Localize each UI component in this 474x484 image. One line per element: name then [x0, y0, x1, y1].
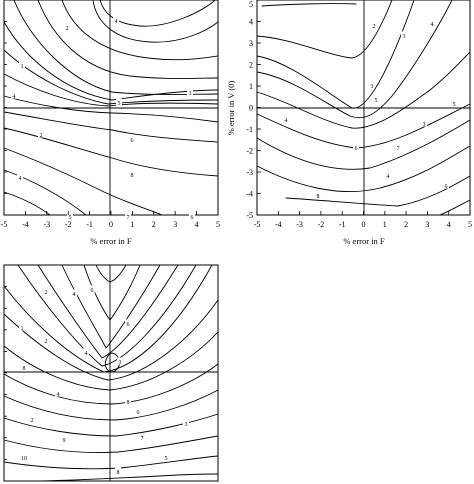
panel-a-contour-line	[4, 22, 218, 100]
contour-level-label: 3	[184, 422, 188, 428]
x-tick-label: 3	[173, 220, 178, 229]
contour-level-label: 1	[20, 64, 24, 70]
panel-a-contour-labels	[11, 17, 195, 222]
panel-c-frame	[4, 265, 218, 481]
contour-level-label: 5	[117, 101, 121, 107]
contour-level-label: 5	[452, 102, 456, 108]
contour-level-label: 6	[190, 215, 194, 221]
contour-level-label: 4	[56, 392, 60, 398]
panel-c-contour-line	[4, 456, 218, 469]
panel-a-frame	[4, 0, 218, 215]
y-tick-label: 3	[249, 39, 253, 48]
contour-level-label: 4	[12, 94, 16, 100]
panel-a-contour-line	[93, 0, 218, 42]
x-tick-label: -5	[253, 220, 261, 229]
panel-b-y-ticks	[246, 0, 261, 220]
x-tick-label: -1	[86, 220, 93, 229]
x-tick-label: 5	[468, 220, 472, 229]
x-tick-label: -3	[296, 220, 303, 229]
contour-level-label: 3	[118, 360, 122, 366]
panel-b	[226, 0, 472, 246]
y-tick-label: -5	[246, 211, 253, 220]
x-tick-label: -3	[43, 220, 51, 229]
panel-b-contour-labels	[283, 20, 457, 201]
contour-level-label: 2	[30, 418, 34, 424]
panel-a-contour-line	[4, 192, 50, 215]
contour-level-label: 8	[116, 470, 120, 476]
x-tick-label: -1	[338, 220, 346, 229]
contour-level-label: 3	[370, 84, 374, 90]
contour-level-label: 2	[39, 133, 43, 139]
panel-b-contour-line	[262, 4, 356, 6]
contour-level-label: 4	[84, 351, 88, 357]
x-tick-label: -5	[0, 220, 8, 229]
x-tick-label: 1	[130, 220, 135, 229]
x-tick-label: -2	[317, 220, 325, 229]
x-tick-label: 5	[216, 220, 220, 229]
contour-level-label: 3	[402, 34, 406, 40]
panel-b-contour-line	[257, 104, 470, 148]
panel-c-contours	[4, 265, 218, 481]
panel-a-contour-line	[4, 50, 218, 104]
panel-b-x-ticks	[254, 211, 472, 229]
x-tick-label: 3	[425, 220, 430, 229]
contour-level-label: 1	[20, 326, 24, 332]
contour-level-label: 7	[126, 215, 130, 221]
contour-level-label: 2	[65, 26, 69, 32]
contour-level-label: 6	[126, 322, 130, 328]
panel-c-contour-line	[4, 436, 218, 453]
panel-a-contour-line	[4, 112, 218, 142]
panel-c-contour-line	[38, 265, 178, 358]
panel-b-contour-line	[257, 0, 414, 108]
y-tick-label: 5	[249, 0, 253, 9]
panel-a-x-axis-label: % error in F	[90, 236, 132, 246]
contour-level-label: 5	[164, 456, 168, 462]
panel-b-contour-line	[257, 0, 452, 118]
contour-level-label: 8	[22, 366, 26, 372]
contour-level-label: 6	[136, 410, 140, 416]
panel-b-contour-line	[286, 176, 470, 206]
panel-b-x-axis-label: % error in F	[343, 236, 385, 246]
y-tick-label: 4	[249, 17, 253, 27]
x-tick-label: -4	[22, 220, 29, 229]
contour-level-label: 6	[90, 288, 94, 294]
y-tick-label: 2	[249, 60, 253, 70]
contour-level-label: 4	[114, 19, 118, 25]
y-tick-label: -4	[246, 189, 253, 199]
panel-c-contour-line	[4, 364, 218, 404]
contour-level-label: 2	[44, 339, 48, 345]
contour-level-label: 7	[396, 146, 400, 152]
contour-level-label: 4	[18, 176, 22, 182]
panel-a	[1, 0, 220, 246]
panel-a-contours	[4, 0, 218, 215]
contour-level-label: 6	[130, 138, 134, 144]
contour-level-label: 3	[422, 122, 426, 128]
y-tick-label: -3	[246, 168, 253, 177]
x-tick-label: 2	[151, 220, 156, 229]
contour-level-label: 4	[72, 292, 76, 298]
panel-b-contours	[257, 0, 470, 215]
x-tick-label: 1	[382, 220, 387, 229]
contour-level-label: 6	[354, 146, 358, 152]
panel-c-contour-line	[40, 474, 218, 481]
panel-c-contour-line	[4, 390, 218, 420]
contour-level-label: 4	[430, 22, 434, 28]
contour-level-label: 10	[21, 456, 27, 462]
panel-b-frame	[257, 0, 470, 215]
contour-level-label: 8	[130, 173, 134, 179]
panel-a-contour-line	[38, 0, 218, 79]
panel-b-y-axis-label: % error in V (0)	[226, 80, 236, 136]
contour-level-label: 8	[126, 400, 130, 406]
contour-level-label: 6	[444, 184, 448, 190]
contour-level-label: 8	[316, 194, 320, 200]
x-tick-label: 2	[404, 220, 409, 229]
panel-c	[4, 265, 218, 481]
panel-a-contour-line	[4, 128, 218, 176]
contour-level-label: 2	[44, 290, 48, 296]
x-tick-label: -2	[64, 220, 72, 229]
x-tick-label: 0	[109, 220, 113, 229]
y-tick-label: -2	[246, 146, 253, 156]
x-tick-label: 4	[194, 220, 199, 229]
contour-level-label: 4	[386, 174, 390, 180]
panel-c-contour-line	[4, 332, 218, 390]
y-tick-label: 0	[249, 103, 253, 113]
contour-level-label: 5	[374, 98, 378, 104]
panel-c-contour-line	[4, 300, 218, 380]
panel-a-contour-line	[62, 0, 218, 60]
contour-level-label: 4	[284, 118, 288, 124]
contour-level-label: 3	[188, 91, 192, 97]
panel-a-contour-line	[4, 148, 162, 215]
panel-a-contour-line	[4, 170, 86, 215]
contour-level-label: 2	[372, 24, 376, 30]
x-tick-label: -4	[274, 220, 282, 229]
panel-c-contour-line	[96, 265, 126, 282]
contour-level-label: 9	[62, 438, 66, 444]
contour-level-label: 5	[68, 215, 72, 221]
x-tick-label: 0	[361, 220, 366, 229]
x-tick-label: 4	[446, 220, 451, 229]
panel-b-contour-line	[440, 200, 470, 215]
contour-level-label: 7	[140, 436, 144, 442]
y-tick-label: 1	[249, 82, 253, 91]
y-tick-label: -1	[246, 125, 253, 134]
